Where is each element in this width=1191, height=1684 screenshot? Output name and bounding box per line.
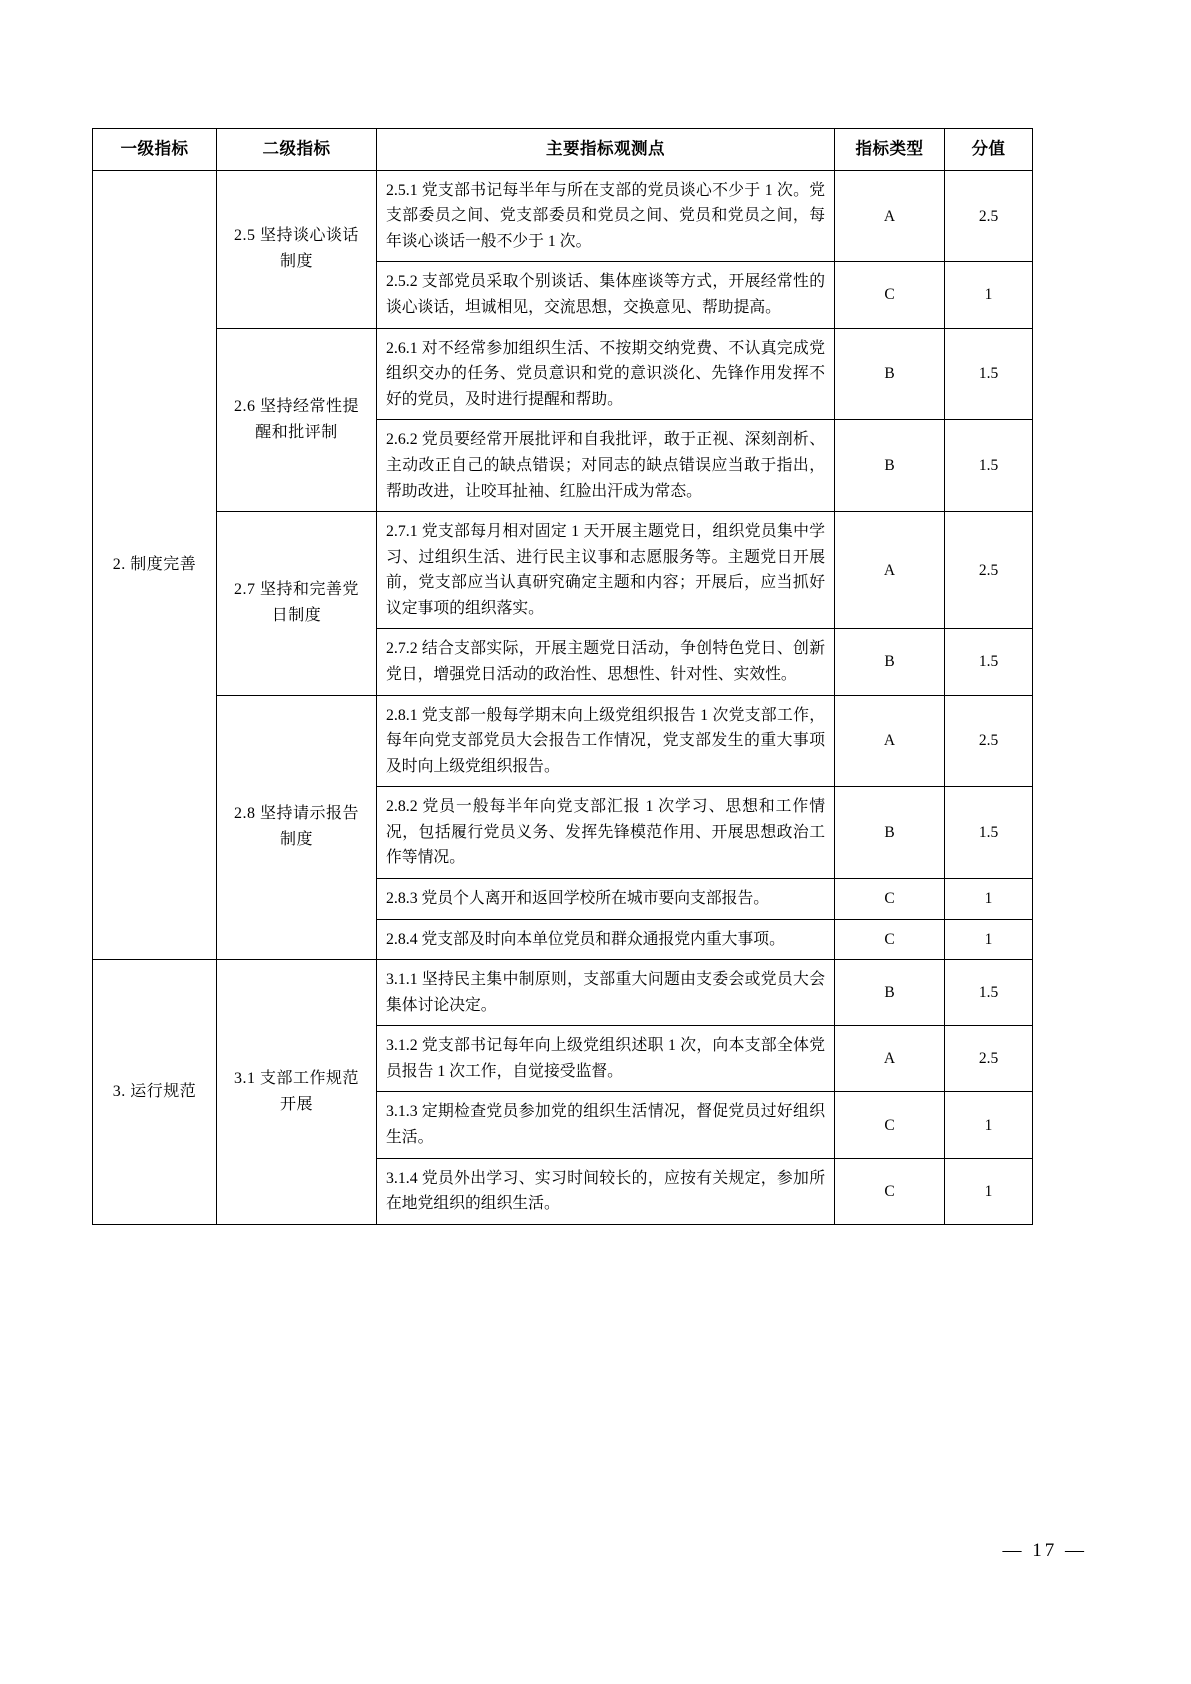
observation-point: 2.7.2 结合支部实际，开展主题党日活动，争创特色党日、创新党日，增强党日活动的政治性、思想性、针对性、实效性。: [377, 629, 835, 695]
level1-cell: 3. 运行规范: [93, 960, 217, 1225]
table-header-row: [93, 129, 1033, 171]
score-value: 1.5: [945, 960, 1033, 1026]
header-level2: 二级指标: [217, 129, 377, 171]
header-observation-point: 主要指标观测点: [377, 129, 835, 171]
observation-point: 3.1.4 党员外出学习、实习时间较长的，应按有关规定，参加所在地党组织的组织生活。: [377, 1158, 835, 1224]
level2-cell: 2.6 坚持经常性提醒和批评制: [217, 328, 377, 511]
score-value: 2.5: [945, 170, 1033, 262]
score-value: 1: [945, 879, 1033, 920]
indicator-table: [92, 128, 1033, 1225]
observation-point: 2.5.2 支部党员采取个别谈话、集体座谈等方式，开展经常性的谈心谈话，坦诚相见，交流思想，交换意见、帮助提高。: [377, 262, 835, 328]
indicator-type: B: [835, 420, 945, 512]
observation-point: 2.8.4 党支部及时向本单位党员和群众通报党内重大事项。: [377, 919, 835, 960]
header-level1: 一级指标: [93, 129, 217, 171]
header-indicator-type: 指标类型: [835, 129, 945, 171]
indicator-type: A: [835, 695, 945, 787]
observation-point: 2.8.1 党支部一般每学期末向上级党组织报告 1 次党支部工作，每年向党支部党员大会报告工作情况，党支部发生的重大事项及时向上级党组织报告。: [377, 695, 835, 787]
score-value: 2.5: [945, 1026, 1033, 1092]
score-value: 1: [945, 262, 1033, 328]
table-row: [93, 960, 1033, 1026]
indicator-type: B: [835, 328, 945, 420]
level2-cell: 2.5 坚持谈心谈话制度: [217, 170, 377, 328]
observation-point: 3.1.3 定期检查党员参加党的组织生活情况，督促党员过好组织生活。: [377, 1092, 835, 1158]
score-value: 1: [945, 1158, 1033, 1224]
observation-point: 3.1.2 党支部书记每年向上级党组织述职 1 次，向本支部全体党员报告 1 次工作，自觉接受监督。: [377, 1026, 835, 1092]
score-value: 2.5: [945, 695, 1033, 787]
score-value: 1.5: [945, 787, 1033, 879]
indicator-type: C: [835, 1092, 945, 1158]
table-body: [93, 170, 1033, 1224]
score-value: 1: [945, 1092, 1033, 1158]
indicator-type: A: [835, 1026, 945, 1092]
score-value: 2.5: [945, 512, 1033, 629]
observation-point: 2.5.1 党支部书记每半年与所在支部的党员谈心不少于 1 次。党支部委员之间、党支部委员和党员之间、党员和党员之间，每年谈心谈话一般不少于 1 次。: [377, 170, 835, 262]
header-score: 分值: [945, 129, 1033, 171]
table-row: [93, 170, 1033, 262]
observation-point: 2.7.1 党支部每月相对固定 1 天开展主题党日，组织党员集中学习、过组织生活、进行民主议事和志愿服务等。主题党日开展前，党支部应当认真研究确定主题和内容；开展后，应当抓好议定事项的组织落实。: [377, 512, 835, 629]
level1-cell: 2. 制度完善: [93, 170, 217, 959]
score-value: 1.5: [945, 420, 1033, 512]
level2-cell: 2.8 坚持请示报告制度: [217, 695, 377, 960]
observation-point: 2.8.3 党员个人离开和返回学校所在城市要向支部报告。: [377, 879, 835, 920]
observation-point: 3.1.1 坚持民主集中制原则，支部重大问题由支委会或党员大会集体讨论决定。: [377, 960, 835, 1026]
level2-cell: 2.7 坚持和完善党日制度: [217, 512, 377, 695]
indicator-type: A: [835, 170, 945, 262]
table-row: [93, 328, 1033, 420]
page-number: — 17 —: [1002, 1540, 1087, 1561]
indicator-type: C: [835, 1158, 945, 1224]
indicator-type: B: [835, 787, 945, 879]
indicator-type: C: [835, 919, 945, 960]
score-value: 1.5: [945, 629, 1033, 695]
indicator-type: A: [835, 512, 945, 629]
score-value: 1.5: [945, 328, 1033, 420]
indicator-type: B: [835, 960, 945, 1026]
level2-cell: 3.1 支部工作规范开展: [217, 960, 377, 1225]
indicator-type: C: [835, 262, 945, 328]
table-row: [93, 695, 1033, 787]
score-value: 1: [945, 919, 1033, 960]
table-row: [93, 512, 1033, 629]
indicator-type: C: [835, 879, 945, 920]
observation-point: 2.6.1 对不经常参加组织生活、不按期交纳党费、不认真完成党组织交办的任务、党员意识和党的意识淡化、先锋作用发挥不好的党员，及时进行提醒和帮助。: [377, 328, 835, 420]
observation-point: 2.8.2 党员一般每半年向党支部汇报 1 次学习、思想和工作情况，包括履行党员义务、发挥先锋模范作用、开展思想政治工作等情况。: [377, 787, 835, 879]
observation-point: 2.6.2 党员要经常开展批评和自我批评，敢于正视、深刻剖析、主动改正自己的缺点错误；对同志的缺点错误应当敢于指出，帮助改进，让咬耳扯袖、红脸出汗成为常态。: [377, 420, 835, 512]
indicator-type: B: [835, 629, 945, 695]
